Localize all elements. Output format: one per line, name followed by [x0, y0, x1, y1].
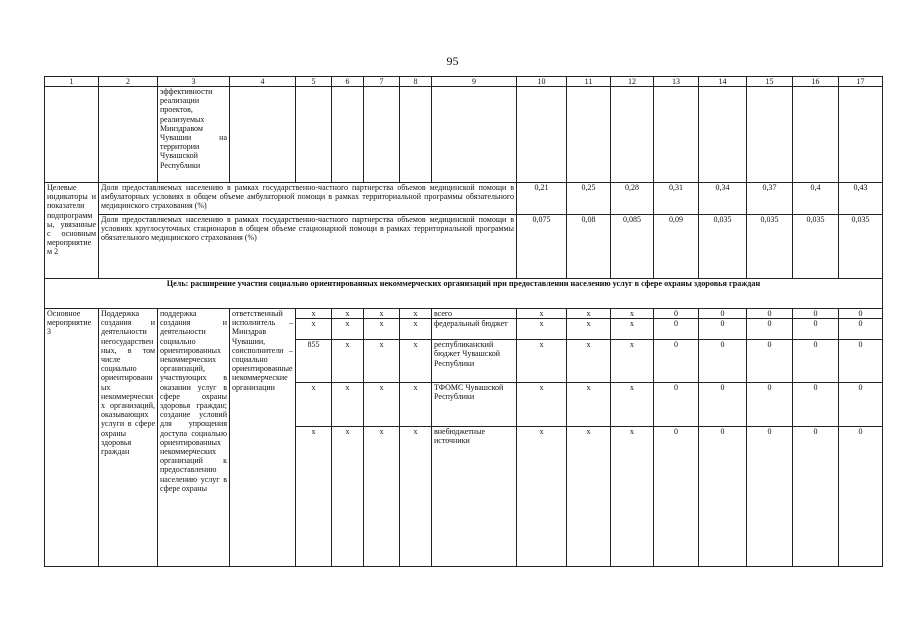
col-header: 1: [45, 77, 99, 87]
funding-value: x: [567, 383, 611, 427]
indicator-value: 0,035: [747, 215, 793, 279]
code-cell: x: [364, 383, 400, 427]
indicator-value: 0,37: [747, 183, 793, 215]
code-cell: x: [364, 340, 400, 383]
funding-value: x: [517, 340, 567, 383]
code-cell: 855: [296, 340, 332, 383]
indicator-value: 0,34: [699, 183, 747, 215]
funding-value: x: [611, 309, 654, 319]
col-header: 4: [230, 77, 296, 87]
continuation-row: [45, 87, 883, 183]
funding-value: 0: [747, 427, 793, 567]
indicator-value: 0,08: [567, 215, 611, 279]
funding-value: 0: [699, 309, 747, 319]
code-cell: x: [400, 309, 432, 319]
code-cell: x: [332, 309, 364, 319]
funding-value: x: [611, 383, 654, 427]
indicator-text: Доля предоставляемых населению в рамках государственно-частного партнерства объемов медицинской помощи в амбулаторных условиях в общем объеме амбулаторной помощи в рамках территориальной программы обязательного медицинского страхования (%): [99, 183, 517, 215]
col-header: 5: [296, 77, 332, 87]
funding-value: 0: [654, 319, 699, 340]
funding-value: 0: [699, 427, 747, 567]
col-header: 3: [158, 77, 230, 87]
indicator-value: 0,31: [654, 183, 699, 215]
code-cell: x: [364, 427, 400, 567]
funding-value: 0: [654, 383, 699, 427]
program-table: [44, 76, 883, 567]
funding-source: всего: [432, 309, 517, 319]
col-header: 9: [432, 77, 517, 87]
indicator-value: 0,035: [839, 215, 883, 279]
col-header: 2: [99, 77, 158, 87]
indicator-value: 0,43: [839, 183, 883, 215]
funding-value: 0: [839, 340, 883, 383]
funding-value: x: [517, 309, 567, 319]
code-cell: x: [332, 340, 364, 383]
funding-value: 0: [793, 427, 839, 567]
indicator-value: 0,035: [699, 215, 747, 279]
col-header: 11: [567, 77, 611, 87]
code-cell: x: [400, 340, 432, 383]
code-cell: x: [296, 427, 332, 567]
funding-value: x: [567, 309, 611, 319]
code-cell: x: [364, 309, 400, 319]
funding-value: 0: [793, 319, 839, 340]
col-header: 14: [699, 77, 747, 87]
event-executors: ответственный исполнитель – Минздрав Чувашии, соисполнители – социально ориентированные некоммерческие организации: [230, 309, 296, 567]
indicator-value: 0,09: [654, 215, 699, 279]
funding-value: 0: [699, 383, 747, 427]
continuation-text: эффективности реализации проектов, реализуемых Минздравом Чувашии на территории Чувашской Республики: [158, 87, 230, 183]
indicators-label: Целевые индикаторы и показатели подпрограммы, увязанные с основным мероприятием 2: [45, 183, 99, 279]
indicator-row: [45, 215, 883, 279]
funding-value: 0: [654, 340, 699, 383]
funding-row: [45, 309, 883, 319]
code-cell: x: [400, 383, 432, 427]
indicator-value: 0,21: [517, 183, 567, 215]
funding-value: x: [567, 340, 611, 383]
code-cell: x: [400, 319, 432, 340]
indicator-value: 0,25: [567, 183, 611, 215]
code-cell: x: [332, 427, 364, 567]
funding-value: 0: [839, 383, 883, 427]
goal-heading: Цель: расширение участия социально ориентированных некоммерческих организаций при предоставлении населению услуг в сфере охраны здоровья граждан: [45, 279, 883, 309]
goal-row: [45, 279, 883, 309]
funding-value: x: [611, 340, 654, 383]
indicator-value: 0,035: [793, 215, 839, 279]
page-number: 95: [446, 54, 459, 68]
col-header: 16: [793, 77, 839, 87]
col-header: 13: [654, 77, 699, 87]
funding-value: 0: [747, 319, 793, 340]
indicator-value: 0,085: [611, 215, 654, 279]
indicator-value: 0,4: [793, 183, 839, 215]
funding-source: внебюджетные источники: [432, 427, 517, 567]
code-cell: x: [296, 309, 332, 319]
column-number-row: [45, 77, 883, 87]
funding-value: 0: [747, 340, 793, 383]
col-header: 7: [364, 77, 400, 87]
event-description: поддержка создания и деятельности социально ориентированных некоммерческих организаций, участвующих в оказании услуг в сфере охраны здоровья граждан; создание условий для упрощения доступа социально ориентированных некоммерческих организаций к предоставлению населению услуг в сфере охраны: [158, 309, 230, 567]
col-header: 15: [747, 77, 793, 87]
funding-value: 0: [654, 309, 699, 319]
funding-value: x: [567, 427, 611, 567]
funding-source: республиканский бюджет Чувашской Республики: [432, 340, 517, 383]
indicator-value: 0,075: [517, 215, 567, 279]
funding-value: 0: [793, 309, 839, 319]
funding-value: x: [517, 383, 567, 427]
funding-value: 0: [747, 309, 793, 319]
funding-value: 0: [699, 340, 747, 383]
col-header: 6: [332, 77, 364, 87]
funding-value: x: [567, 319, 611, 340]
code-cell: x: [296, 383, 332, 427]
indicator-row: [45, 183, 883, 215]
col-header: 12: [611, 77, 654, 87]
event-name: Поддержка создания и деятельности негосударственных, в том числе социально ориентированных некоммерческих организаций, оказывающих услуги в сфере охраны здоровья граждан: [99, 309, 158, 567]
funding-source: федеральный бюджет: [432, 319, 517, 340]
funding-value: 0: [839, 427, 883, 567]
funding-source: ТФОМС Чувашской Республики: [432, 383, 517, 427]
funding-value: 0: [793, 383, 839, 427]
funding-value: 0: [839, 319, 883, 340]
funding-value: x: [611, 319, 654, 340]
funding-value: x: [517, 427, 567, 567]
col-header: 17: [839, 77, 883, 87]
funding-value: x: [517, 319, 567, 340]
code-cell: x: [400, 427, 432, 567]
code-cell: x: [364, 319, 400, 340]
code-cell: x: [296, 319, 332, 340]
funding-value: 0: [793, 340, 839, 383]
funding-value: 0: [839, 309, 883, 319]
funding-value: 0: [699, 319, 747, 340]
col-header: 10: [517, 77, 567, 87]
funding-value: 0: [654, 427, 699, 567]
funding-value: 0: [747, 383, 793, 427]
code-cell: x: [332, 383, 364, 427]
funding-value: x: [611, 427, 654, 567]
event-title: Основное мероприятие 3: [45, 309, 99, 567]
indicator-text: Доля предоставляемых населению в рамках государственно-частного партнерства объемов медицинской помощи в условиях круглосуточных стационаров в общем объеме стационарной помощи в рамках территориальной программы обязательного медицинского страхования (%): [99, 215, 517, 279]
code-cell: x: [332, 319, 364, 340]
col-header: 8: [400, 77, 432, 87]
indicator-value: 0,28: [611, 183, 654, 215]
